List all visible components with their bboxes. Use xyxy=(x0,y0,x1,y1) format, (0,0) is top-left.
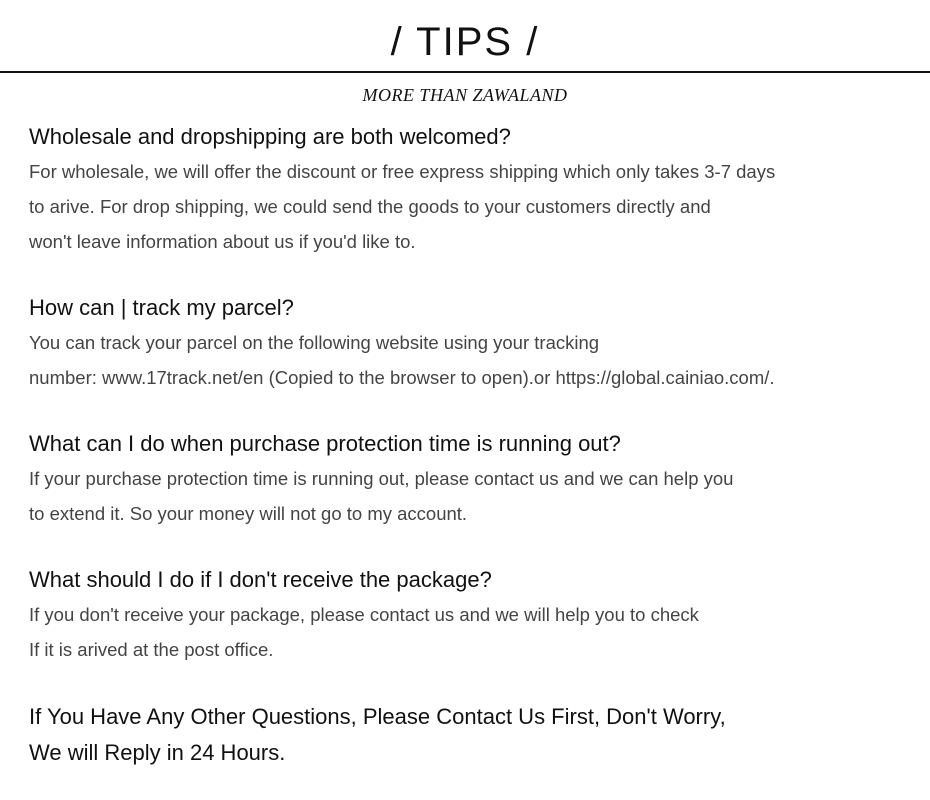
faq-item-purchase-protection xyxy=(29,427,909,531)
tips-header xyxy=(0,0,930,110)
faq-answer xyxy=(29,461,909,531)
faq-answer xyxy=(29,325,909,395)
faq-list xyxy=(29,120,909,771)
faq-item-wholesale xyxy=(29,120,909,259)
page-title: / TIPS / xyxy=(390,20,540,64)
header-divider xyxy=(0,71,930,73)
faq-answer-line: You can track your parcel on the following website using your tracking xyxy=(29,332,600,353)
faq-question: Wholesale and dropshipping are both welcomed? xyxy=(29,124,511,149)
page-subtitle: MORE THAN ZAWALAND xyxy=(362,85,568,105)
faq-item-tracking xyxy=(29,291,909,395)
faq-answer-line: to extend it. So your money will not go to my account. xyxy=(29,503,468,524)
faq-answer xyxy=(29,154,909,259)
faq-question: How can | track my parcel? xyxy=(29,295,294,320)
faq-item-missing-package xyxy=(29,563,909,667)
closing-note xyxy=(29,699,909,771)
faq-question: What should I do if I don't receive the package? xyxy=(29,567,492,592)
closing-line: If You Have Any Other Questions, Please Contact Us First, Don't Worry, xyxy=(29,704,726,729)
faq-answer-line: If your purchase protection time is running out, please contact us and we can help you xyxy=(29,468,734,489)
faq-answer-line: For wholesale, we will offer the discount or free express shipping which only takes 3-7 days xyxy=(29,161,776,182)
faq-answer-line: If it is arived at the post office. xyxy=(29,639,274,660)
faq-answer xyxy=(29,597,909,667)
faq-answer-line: to arive. For drop shipping, we could send the goods to your customers directly and xyxy=(29,196,711,217)
faq-answer-line: won't leave information about us if you'd like to. xyxy=(29,231,416,252)
faq-answer-line: If you don't receive your package, please contact us and we will help you to check xyxy=(29,604,699,625)
closing-line: We will Reply in 24 Hours. xyxy=(29,740,286,765)
faq-answer-line: number: www.17track.net/en (Copied to the browser to open).or https://global.cainiao.com/. xyxy=(29,367,775,388)
faq-question: What can I do when purchase protection time is running out? xyxy=(29,431,621,456)
